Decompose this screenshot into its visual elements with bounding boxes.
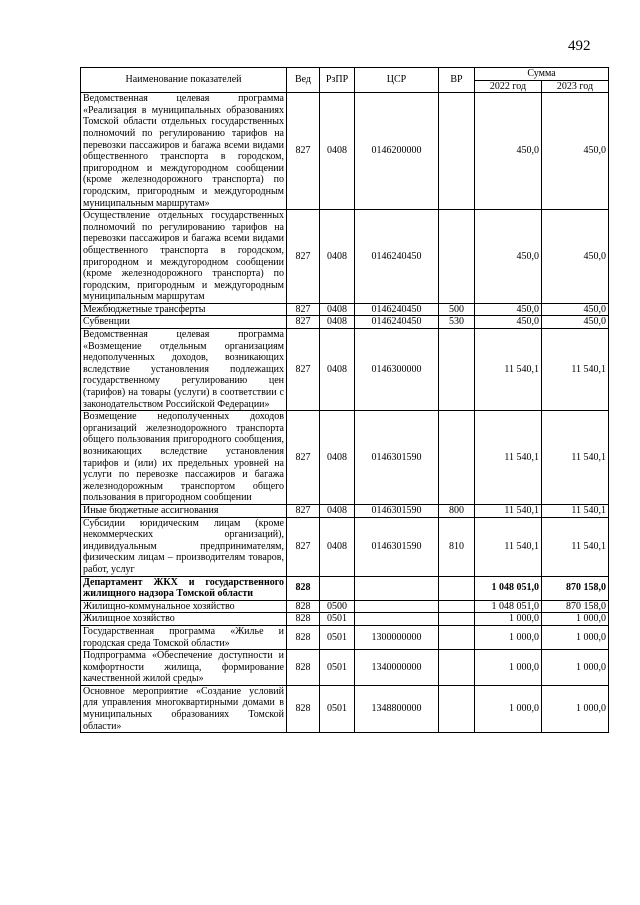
cell-2022: 11 540,1 (475, 411, 542, 505)
cell-csr: 0146240450 (355, 303, 439, 316)
cell-2023: 1 000,0 (542, 625, 609, 649)
table-row (81, 93, 609, 210)
cell-name: Департамент ЖКХ и государственного жилищного надзора Томской области (81, 576, 287, 600)
cell-csr: 1348800000 (355, 685, 439, 732)
cell-name: Государственная программа «Жилье и городская среда Томской области» (81, 625, 287, 649)
cell-vr: 800 (439, 504, 475, 517)
cell-2023: 1 000,0 (542, 613, 609, 626)
cell-rzpr: 0500 (320, 600, 355, 613)
cell-csr: 0146301590 (355, 504, 439, 517)
cell-2023: 450,0 (542, 210, 609, 304)
cell-csr: 0146240450 (355, 316, 439, 329)
cell-csr: 1300000000 (355, 625, 439, 649)
cell-rzpr (320, 576, 355, 600)
cell-2023: 450,0 (542, 303, 609, 316)
cell-csr (355, 600, 439, 613)
table-row (81, 504, 609, 517)
table-row (81, 316, 609, 329)
cell-2023: 11 540,1 (542, 517, 609, 576)
cell-vr (439, 329, 475, 411)
cell-2022: 450,0 (475, 93, 542, 210)
cell-name: Субвенции (81, 316, 287, 329)
header-sum: Сумма (475, 68, 609, 81)
cell-ved: 828 (287, 613, 320, 626)
cell-name: Субсидии юридическим лицам (кроме некоммерческих организаций), индивидуальным предпринимателям, физическим лицам – производителям товаров, работ, услуг (81, 517, 287, 576)
cell-2022: 450,0 (475, 210, 542, 304)
table-row (81, 411, 609, 505)
table-row (81, 329, 609, 411)
cell-vr (439, 685, 475, 732)
cell-csr: 1340000000 (355, 650, 439, 686)
cell-csr: 0146240450 (355, 210, 439, 304)
cell-ved: 828 (287, 600, 320, 613)
cell-name: Возмещение недополученных доходов организаций железнодорожного транспорта общего пользования пригородного сообщения, возникающих вследствие установления тарифов и (или) их предельных уровней на услуги по перевозке пассажиров и багажа железнодорожным транспортом общего пользования в пригородном сообщении (81, 411, 287, 505)
cell-ved: 828 (287, 625, 320, 649)
cell-name: Осуществление отдельных государственных полномочий по регулированию тарифов на перевозки пассажиров и багажа всеми видами общественного транспорта в городском, пригородном и междугородном сообщении (кроме железнодорожного транспорта) по городским, пригородным и междугородным муниципальным маршрутам (81, 210, 287, 304)
cell-ved: 827 (287, 517, 320, 576)
cell-csr: 0146200000 (355, 93, 439, 210)
cell-vr (439, 613, 475, 626)
cell-rzpr: 0408 (320, 303, 355, 316)
cell-vr (439, 650, 475, 686)
cell-vr: 810 (439, 517, 475, 576)
table-row (81, 625, 609, 649)
budget-table (80, 67, 609, 733)
cell-rzpr: 0408 (320, 316, 355, 329)
cell-name: Основное мероприятие «Создание условий для управления многоквартирными домами в муниципальных образованиях Томской области» (81, 685, 287, 732)
cell-vr: 500 (439, 303, 475, 316)
header-year-2023: 2023 год (542, 80, 609, 93)
cell-csr: 0146301590 (355, 411, 439, 505)
cell-name: Межбюджетные трансферты (81, 303, 287, 316)
cell-2022: 450,0 (475, 316, 542, 329)
cell-csr (355, 613, 439, 626)
cell-2022: 1 048 051,0 (475, 600, 542, 613)
cell-2022: 450,0 (475, 303, 542, 316)
cell-name: Ведомственная целевая программа «Возмещение отдельным организациям недополученных доходов, возникающих вследствие установления подлежащих государственному регулированию цен (тарифов) на товары (услуги) в соответствии с законодательством Российской Федерации» (81, 329, 287, 411)
cell-2023: 870 158,0 (542, 576, 609, 600)
header-csr: ЦСР (355, 68, 439, 93)
cell-vr: 530 (439, 316, 475, 329)
cell-rzpr: 0501 (320, 613, 355, 626)
cell-name: Иные бюджетные ассигнования (81, 504, 287, 517)
cell-ved: 827 (287, 411, 320, 505)
cell-ved: 827 (287, 93, 320, 210)
cell-rzpr: 0408 (320, 329, 355, 411)
cell-vr (439, 93, 475, 210)
cell-vr (439, 210, 475, 304)
table-row (81, 517, 609, 576)
cell-csr: 0146301590 (355, 517, 439, 576)
cell-ved: 827 (287, 329, 320, 411)
cell-2023: 1 000,0 (542, 650, 609, 686)
table-row (81, 303, 609, 316)
cell-2023: 450,0 (542, 93, 609, 210)
cell-rzpr: 0501 (320, 650, 355, 686)
table-row (81, 613, 609, 626)
cell-rzpr: 0408 (320, 504, 355, 517)
cell-2023: 450,0 (542, 316, 609, 329)
cell-ved: 827 (287, 303, 320, 316)
cell-csr: 0146300000 (355, 329, 439, 411)
cell-ved: 827 (287, 210, 320, 304)
page-number: 492 (568, 38, 591, 54)
cell-name: Ведомственная целевая программа «Реализация в муниципальных образованиях Томской области отдельных государственных полномочий по регулированию тарифов на перевозки пассажиров и багажа всеми видами общественного транспорта в городском, пригородном и междугородном сообщении (кроме железнодорожного транспорта) по городским, пригородным и междугородным муниципальным маршрутам» (81, 93, 287, 210)
cell-2023: 11 540,1 (542, 411, 609, 505)
cell-2022: 1 000,0 (475, 613, 542, 626)
cell-2022: 11 540,1 (475, 517, 542, 576)
cell-2022: 11 540,1 (475, 504, 542, 517)
table-body (81, 93, 609, 733)
header-name: Наименование показателей (81, 68, 287, 93)
cell-name: Жилищное хозяйство (81, 613, 287, 626)
cell-2023: 11 540,1 (542, 504, 609, 517)
cell-name: Подпрограмма «Обеспечение доступности и комфортности жилища, формирование качественной жилой среды» (81, 650, 287, 686)
cell-vr (439, 411, 475, 505)
table-row (81, 576, 609, 600)
cell-name: Жилищно-коммунальное хозяйство (81, 600, 287, 613)
header-vr: ВР (439, 68, 475, 93)
cell-2022: 11 540,1 (475, 329, 542, 411)
cell-ved: 827 (287, 316, 320, 329)
cell-vr (439, 600, 475, 613)
cell-2022: 1 000,0 (475, 625, 542, 649)
cell-ved: 828 (287, 576, 320, 600)
cell-2023: 870 158,0 (542, 600, 609, 613)
cell-2022: 1 000,0 (475, 650, 542, 686)
cell-2023: 11 540,1 (542, 329, 609, 411)
cell-ved: 828 (287, 685, 320, 732)
header-rzpr: РзПР (320, 68, 355, 93)
cell-rzpr: 0408 (320, 93, 355, 210)
cell-ved: 827 (287, 504, 320, 517)
table-row (81, 685, 609, 732)
cell-2023: 1 000,0 (542, 685, 609, 732)
cell-vr (439, 625, 475, 649)
cell-2022: 1 048 051,0 (475, 576, 542, 600)
header-ved: Вед (287, 68, 320, 93)
table-row (81, 650, 609, 686)
cell-rzpr: 0501 (320, 625, 355, 649)
cell-rzpr: 0408 (320, 210, 355, 304)
cell-csr (355, 576, 439, 600)
cell-rzpr: 0408 (320, 411, 355, 505)
cell-rzpr: 0501 (320, 685, 355, 732)
cell-ved: 828 (287, 650, 320, 686)
cell-rzpr: 0408 (320, 517, 355, 576)
cell-vr (439, 576, 475, 600)
header-year-2022: 2022 год (475, 80, 542, 93)
table-row (81, 210, 609, 304)
table-row (81, 600, 609, 613)
cell-2022: 1 000,0 (475, 685, 542, 732)
